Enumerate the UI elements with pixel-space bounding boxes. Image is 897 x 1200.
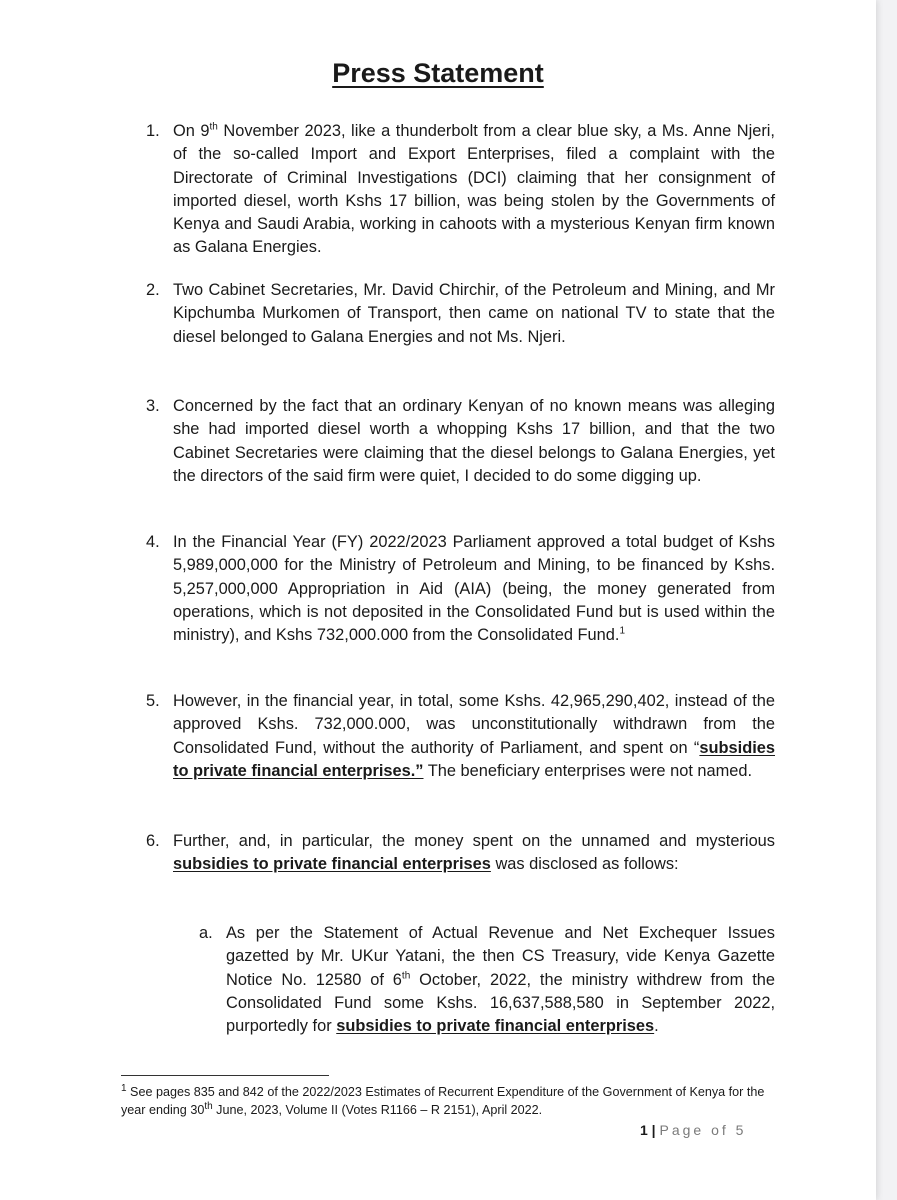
text-run: However, in the financial year, in total, some Kshs. 42,965,290,402, instead of the approved Kshs. 732,000.000, was unconstitutionally withdrawn from the Consolidated Fund, without the authority of Parliament, and spent on “ (173, 692, 775, 757)
text-run: was disclosed as follows: (490, 855, 679, 874)
page-label: Page of 5 (659, 1122, 747, 1138)
paragraph-number: 3. (146, 397, 160, 415)
paragraph-text (173, 531, 775, 647)
paragraph-text (226, 922, 775, 1038)
paragraph-number: 6. (146, 832, 160, 850)
text-run: Further, and, in particular, the money spent on the unnamed and mysterious (173, 832, 775, 850)
page-number (640, 1122, 746, 1138)
paragraph-number: 4. (146, 533, 160, 551)
footnote-mark: 1 (121, 1082, 127, 1094)
text-run: June, 2023, Volume II (Votes R1166 – R 2151), April 2022. (212, 1103, 543, 1117)
text-run: October, 2022, the ministry withdrew from the Consolidated Fund some Kshs. 16,637,588,580 in September 2022, purportedly for (226, 970, 775, 1036)
paragraph-text (173, 120, 775, 260)
subparagraph-a (199, 922, 775, 1038)
footnote-divider (121, 1075, 329, 1076)
paragraph-number: 5. (146, 692, 160, 710)
emphasis-text: subsidies to private financial enterprises.” (173, 738, 775, 780)
text-run: See pages 835 and 842 of the 2022/2023 Estimates of Recurrent Expenditure of the Government of Kenya for the year ending 30 (121, 1085, 765, 1117)
text-run: In the Financial Year (FY) 2022/2023 Parliament approved a total budget of Kshs 5,989,000,000 for the Ministry of Petroleum and Mining, to be financed by Kshs. 5,257,000,000 Appropriation in Aid (AIA) (being, the money generated from operations, which is not deposited in the Consolidated Fund but is used within the ministry), and Kshs 732,000.000 from the Consolidated Fund. (173, 533, 775, 645)
paragraph-2 (146, 279, 775, 349)
subparagraph-letter: a. (199, 924, 213, 942)
paragraph-text: Two Cabinet Secretaries, Mr. David Chirchir, of the Petroleum and Mining, and Mr Kipchumba Murkomen of Transport, then came on national TV to state that the diesel belonged to Galana Energies and not Ms. Njeri. (173, 281, 775, 346)
text-run: As per the Statement of Actual Revenue and Net Exchequer Issues gazetted by Mr. UKur Yatani, the then CS Treasury, vide Kenya Gazette Notice No. 12580 of 6 (226, 924, 775, 989)
paragraph-text: Concerned by the fact that an ordinary Kenyan of no known means was alleging she had imported diesel worth a whopping Kshs 17 billion, and that the two Cabinet Secretaries were claiming that the diesel belongs to Galana Energies, yet the directors of the said firm were quiet, I decided to do some digging up. (173, 397, 775, 485)
superscript: th (401, 970, 411, 982)
text-run: November 2023, like a thunderbolt from a clear blue sky, a Ms. Anne Njeri, of the so-called Import and Export Enterprises, filed a complaint with the Directorate of Criminal Investigations (DCI) claiming that her consignment of imported diesel, worth Kshs 17 billion, was being stolen by the Governments of Kenya and Saudi Arabia, working in cahoots with a mysterious Kenyan firm known as Galana Energies. (173, 122, 775, 257)
paragraph-3 (146, 395, 775, 488)
text-run: On 9 (173, 122, 210, 140)
paragraph-text (173, 690, 775, 783)
paragraph-text (173, 830, 775, 877)
superscript: th (204, 1100, 213, 1112)
footnote-ref: 1 (619, 625, 625, 637)
text-run: The beneficiary enterprises were not named. (423, 761, 753, 780)
paragraph-number: 2. (146, 281, 160, 299)
emphasis-text: subsidies to private financial enterprises (336, 1017, 655, 1036)
emphasis-text: subsidies to private financial enterprises (173, 855, 491, 874)
paragraph-6 (146, 830, 775, 877)
paragraph-5 (146, 690, 775, 783)
page-title: Press Statement (332, 58, 544, 88)
paragraph-number: 1. (146, 122, 160, 140)
paragraph-1 (146, 120, 775, 260)
current-page: 1 (640, 1122, 648, 1138)
text-run: . (654, 1017, 659, 1036)
superscript: th (209, 121, 218, 133)
paragraph-4 (146, 531, 775, 647)
footnote (121, 1083, 781, 1119)
pager-separator: | (647, 1122, 660, 1138)
